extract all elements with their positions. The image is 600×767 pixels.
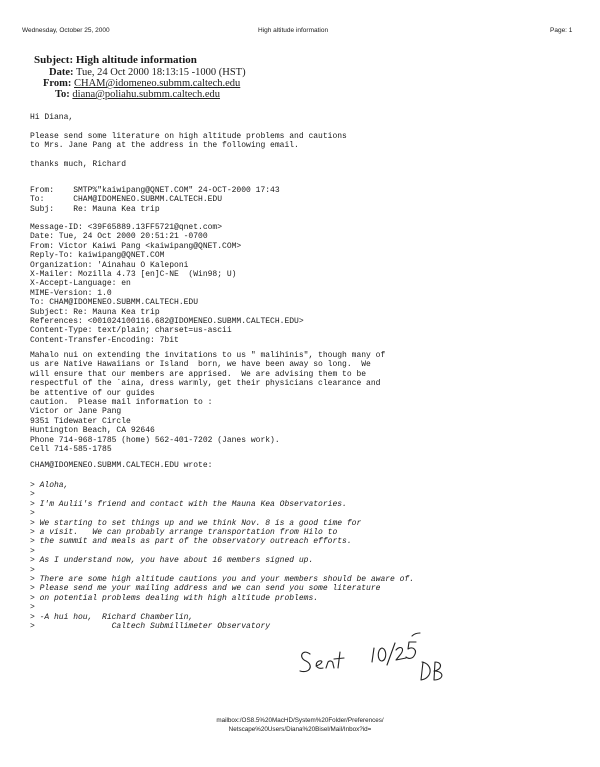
forward-header: From: SMTP%"kaiwipang@QNET.COM" 24-OCT-2000 17:43 To: CHAM@IDOMENEO.SUBMM.CALTECH.EDU Subj: Re: Mauna Kea trip	[30, 186, 280, 214]
print-title: High altitude information	[258, 27, 329, 34]
subject-row	[34, 55, 197, 66]
quoted-message: > Aloha, > > I'm Aulii's friend and contact with the Mauna Kea Observatories. > > We starting to set things up and we think Nov. 8 is a good time for > a visit. We can probably arrange transportation from Hilo to > the summit and meals as part of the observatory outreach efforts. > > As I understand now, you have about 16 members signed up. > > There are some high altitude cautions you and your members should be aware of. > Please send me your mailing address and we can send you some literature > on potential problems dealing with high altitude problems. > > -A hui hou, Richard Chamberlin, > Caltech Submillimeter Observatory	[30, 481, 415, 632]
mailbox-path-line2: Netscape%20Users/Diana%20Bisel/Mail/Inbox?id=	[228, 726, 372, 733]
mailbox-path-line1: mailbox:/OS8.5%20MacHD/System%20Folder/Preferences/	[216, 717, 384, 724]
to-row	[55, 89, 220, 100]
handwritten-note	[296, 628, 456, 688]
from-label: From:	[43, 78, 72, 89]
reply-body: Mahalo nui on extending the invitations to us " malihinis", though many of us are Native Hawaiians or Island born, we have been away so long. We will ensure that our members are apprised. We are advising them to be respectful of the `aina, dress warmly, get their physicians clearance and be attentive of our guides caution. Please mail information to : Victor or Jane Pang 9351 Tidewater Circle Huntington Beach, CA 92646 Phone 714-968-1785 (home) 562-401-7202 (Janes work). Cell 714-585-1785	[30, 351, 386, 455]
date-row	[49, 67, 246, 78]
email-headers: Message-ID: <39F65889.13FF5721@qnet.com> Date: Tue, 24 Oct 2000 20:51:21 -0700 From: Victor Kaiwi Pang <kaiwipang@QNET.COM> Reply-To: kaiwipang@QNET.COM Organization: 'Ainahau O Kaleponi X-Mailer: Mozilla 4.73 [en]C-NE (Win98; U) X-Accept-Language: en MIME-Version: 1.0 To: CHAM@IDOMENEO.SUBMM.CALTECH.EDU Subject: Re: Mauna Kea trip References: <001024100116.682@IDOMENEO.SUBMM.CALTECH.EDU> Content-Type: text/plain; charset=us-ascii Content-Transfer-Encoding: 7bit	[30, 223, 304, 345]
page-number: Page: 1	[550, 27, 573, 34]
to-email-link[interactable]: diana@poliahu.submm.caltech.edu	[72, 89, 221, 100]
date-label: Date:	[49, 67, 74, 78]
sign-off: thanks much, Richard	[30, 160, 127, 169]
request-paragraph: Please send some literature on high altitude problems and cautions to Mrs. Jane Pang at the address in the following email.	[30, 132, 347, 151]
from-row	[43, 78, 240, 89]
wrote-line: CHAM@IDOMENEO.SUBMM.CALTECH.EDU wrote:	[30, 461, 213, 470]
subject-label: Subject:	[34, 54, 74, 66]
subject-value: High altitude information	[75, 54, 197, 66]
date-value: Tue, 24 Oct 2000 18:13:15 -1000 (HST)	[75, 67, 246, 78]
print-date: Wednesday, October 25, 2000	[22, 27, 110, 34]
to-label: To:	[55, 89, 70, 100]
greeting: Hi Diana,	[30, 113, 74, 122]
from-email-link[interactable]: CHAM@idomeneo.submm.caltech.edu	[74, 78, 241, 89]
